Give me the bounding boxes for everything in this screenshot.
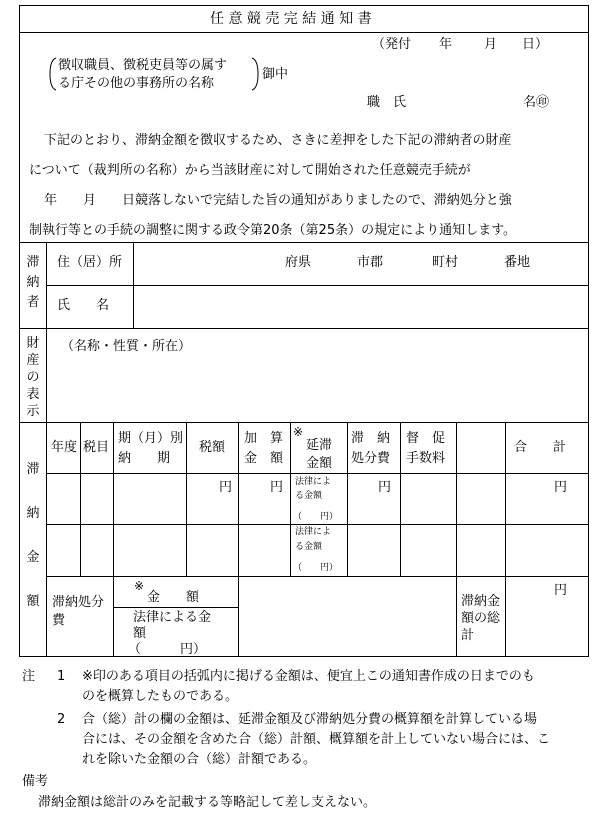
addressee-line2: る庁その他の事務所の名称 [58,76,215,91]
amount-label: 滞 納 金 額 [26,462,40,609]
hdr-fee2: 手数料 [406,451,446,466]
address-label: 住（居）所 [57,255,123,270]
hdr-proc2: 処分費 [351,451,391,466]
sender-name: 名㊞ [523,95,550,110]
row1-add-yen: 円 [270,480,284,495]
property-label: 財 産 の 表 示 [26,336,40,419]
total-label3: 計 [461,628,475,643]
row1-legal2: る金額 [295,491,323,501]
addressee-bracket-left [49,57,57,91]
issue-month: 月 [484,37,498,52]
note1-line1: ※印のある項目の括弧内に掲げる金額は、便宜上この通知書作成の日までのも [82,669,535,684]
addressee-line1: 徴収職員、徴税吏員等の属す [58,58,228,73]
remark-text: 滞納金額は総計のみを記載する等略記して差し支えない。 [38,795,377,810]
hdr-proc1: 滞 納 [351,431,391,446]
property-hint: （名称・性質・所在） [61,339,192,354]
hdr-add1: 加 算 [244,431,284,446]
body-line-1: 下記のとおり、滞納金額を徴収するため、さきに差押をした下記の滞納者の財産 [44,133,512,148]
row1-proc-yen: 円 [378,480,392,495]
name-label: 氏 名 [57,298,110,313]
note2-num: 2 [57,712,66,727]
sender-title: 職 氏 [367,95,407,110]
form-frame [19,5,589,657]
row1-total-yen: 円 [554,480,568,495]
title-divider [19,32,589,33]
note2-line1: 合（総）計の欄の金額は、延滞金額及び滞納処分費の概算額を計算している場 [82,712,538,727]
bottom-legal1: 法律による金 [133,610,212,625]
hdr-year: 年度 [51,440,78,455]
hdr-tax-item: 税目 [83,440,110,455]
hdr-period1: 期（月）別 [118,431,184,446]
bottom-legal2: 額 [133,626,147,641]
total-label1: 滞納金 [461,594,501,609]
total-label2: 額の総 [461,611,501,626]
hdr-period2: 納 期 [118,451,171,466]
hdr-fee1: 督 促 [406,431,446,446]
hdr-late2: 金額 [306,456,333,471]
proc-label2: 費 [52,613,66,628]
address-pref: 府県 [285,255,312,270]
delinquent-label: 滞 納 者 [26,255,40,310]
bottom-mark: ※ [134,579,145,593]
hdr-total: 合 計 [514,440,567,455]
note1-num: 1 [57,669,66,684]
hdr-late1: 延滞 [306,438,333,453]
bottom-kingaku: 金 額 [147,590,200,605]
hdr-mark: ※ [293,425,304,439]
body-line-2: について（裁判所の名称）から当該財産に対して開始された任意競売手続が [29,163,471,178]
address-city: 市郡 [357,255,384,270]
row1-paren-yen: （ 円） [293,512,339,522]
note2-line2: 合には、その金額を含めた合（総）計額、概算額を計上していない場合には、こ [82,732,551,747]
grand-total-yen: 円 [554,583,568,598]
remark-head: 備考 [22,774,49,789]
hdr-add2: 金 額 [244,451,284,466]
addressee-bracket-right [251,57,259,91]
form-title: 任 意 競 売 完 結 通 知 書 [210,11,372,27]
issue-open: （発付 [372,37,412,52]
proc-label1: 滞納処分 [52,595,105,610]
address-town: 町村 [432,255,459,270]
notes-head: 注 [22,669,36,684]
addressee-suffix: 御中 [262,67,289,82]
row2-legal2: る金額 [295,542,323,552]
row1-legal1: 法律によ [295,477,332,487]
hdr-tax: 税額 [199,440,226,455]
note2-line3: れを除いた金額の合（総）計額である。 [82,752,317,767]
issue-year: 年 [439,37,453,52]
bottom-paren-yen: （ 円） [128,642,207,657]
row2-paren-yen: （ 円） [293,563,339,573]
issue-day: 日） [522,37,549,52]
body-line-4: 制執行等との手続の調整に関する政令第20条（第25条）の規定により通知します。 [29,223,517,238]
row2-legal1: 法律によ [295,527,332,537]
note1-line2: のを概算したものである。 [82,689,239,704]
row1-tax-yen: 円 [219,480,233,495]
body-line-3: 年 月 日競落しないで完結した旨の通知がありましたので、滞納処分と強 [44,193,512,208]
address-lot: 番地 [504,255,531,270]
